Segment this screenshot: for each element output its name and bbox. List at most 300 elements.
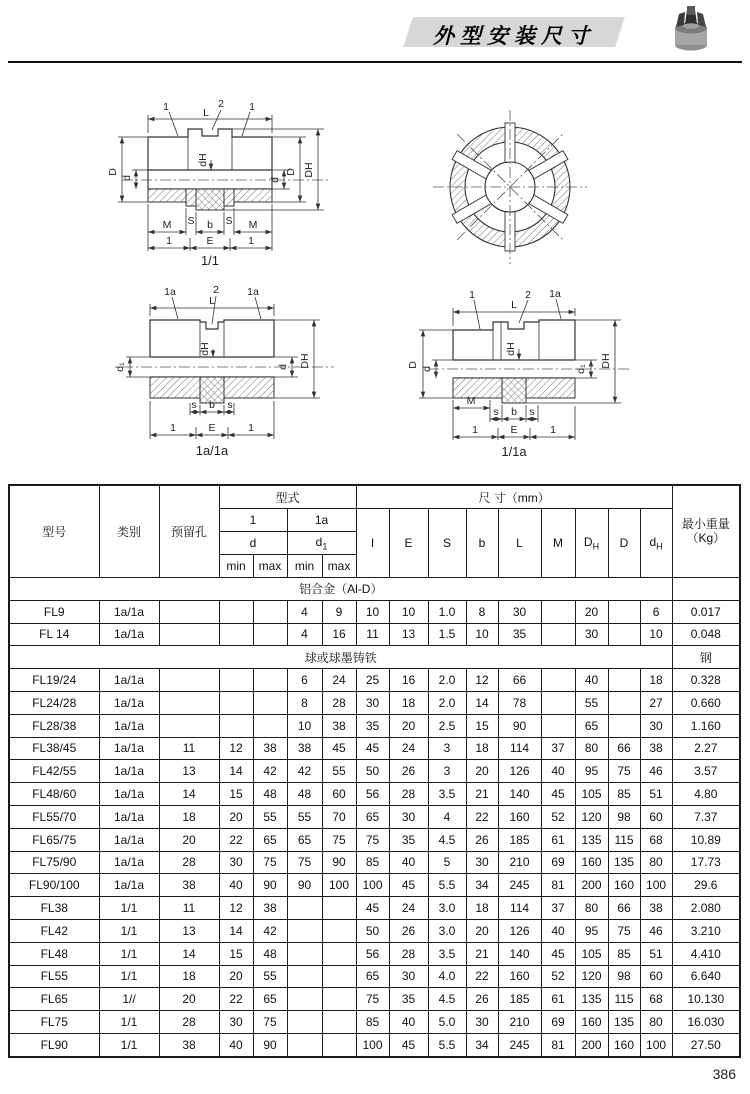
- cell-reserved-hole: [159, 714, 219, 737]
- header-d: d: [219, 532, 287, 555]
- dim-label-M-left: M: [162, 219, 172, 231]
- cell-L: 90: [498, 714, 541, 737]
- cell-d-max: 42: [253, 919, 287, 942]
- cell-d-min: 14: [219, 919, 253, 942]
- cell-reserved-hole: 28: [159, 851, 219, 874]
- cell-d-min: 14: [219, 760, 253, 783]
- cell-L: 160: [498, 965, 541, 988]
- dim-label-d-right: d: [277, 364, 289, 370]
- cell-DH: 120: [575, 965, 608, 988]
- cell-category: 1a/1a: [99, 783, 159, 806]
- header-type: 型式: [219, 485, 356, 509]
- cell-D: [608, 669, 640, 692]
- cell-L: 140: [498, 783, 541, 806]
- drawing-caption-1a-1a: 1a/1a: [195, 443, 229, 458]
- cell-d1-max: 60: [322, 783, 356, 806]
- cell-d-min: [219, 714, 253, 737]
- cell-weight: 0.017: [672, 600, 740, 623]
- cell-reserved-hole: 28: [159, 1011, 219, 1034]
- cell-dH: 68: [640, 988, 672, 1011]
- cell-S: 4: [428, 805, 466, 828]
- cell-model: FL48: [9, 942, 99, 965]
- cell-S: 5: [428, 851, 466, 874]
- dim-label-1-right: 1: [248, 235, 254, 247]
- header-M: M: [541, 509, 575, 578]
- cell-I: 75: [356, 988, 389, 1011]
- table-row: [9, 874, 740, 897]
- cell-weight: 0.328: [672, 669, 740, 692]
- cell-D: 160: [608, 874, 640, 897]
- cell-category: 1/1: [99, 919, 159, 942]
- dim-label-dh: dH: [505, 342, 517, 356]
- cell-weight: 10.89: [672, 828, 740, 851]
- cell-model: FL48/60: [9, 783, 99, 806]
- dim-label-1-left: 1: [472, 424, 478, 436]
- section-drawing-1a-1a: [112, 283, 342, 461]
- cell-D: 75: [608, 760, 640, 783]
- cell-reserved-hole: [159, 623, 219, 646]
- cell-d-max: 55: [253, 805, 287, 828]
- table-row: [9, 783, 740, 806]
- cell-d1-min: 38: [287, 737, 322, 760]
- cell-weight: 0.660: [672, 691, 740, 714]
- dim-label-s-right: s: [227, 399, 233, 411]
- cell-DH: 30: [575, 623, 608, 646]
- dim-label-S-left: S: [187, 215, 195, 227]
- cell-model: FL75/90: [9, 851, 99, 874]
- header-reserved-hole: 预留孔: [159, 485, 219, 578]
- cell-M: [541, 691, 575, 714]
- dim-label-d1-right: d₁: [575, 364, 587, 374]
- header-L: L: [498, 509, 541, 578]
- cell-d-max: 48: [253, 783, 287, 806]
- cell-d-max: 75: [253, 1011, 287, 1034]
- cell-d1-min: [287, 919, 322, 942]
- cell-d1-max: 28: [322, 691, 356, 714]
- cell-dH: 60: [640, 965, 672, 988]
- cell-E: 45: [389, 874, 428, 897]
- cell-D: 115: [608, 988, 640, 1011]
- section-label: 球或球墨铸铁: [9, 646, 672, 669]
- cell-DH: 105: [575, 783, 608, 806]
- leader-1a: 1a: [549, 288, 561, 300]
- cell-reserved-hole: 38: [159, 1033, 219, 1056]
- cell-weight: 1.160: [672, 714, 740, 737]
- cell-DH: 95: [575, 919, 608, 942]
- cell-model: FL55: [9, 965, 99, 988]
- cell-M: [541, 623, 575, 646]
- cell-DH: 55: [575, 691, 608, 714]
- cell-E: 40: [389, 1011, 428, 1034]
- cell-S: 5.5: [428, 874, 466, 897]
- cell-I: 65: [356, 805, 389, 828]
- cell-model: FL90: [9, 1033, 99, 1056]
- cell-b: 21: [466, 783, 498, 806]
- dim-label-L: L: [511, 299, 517, 311]
- cell-model: FL90/100: [9, 874, 99, 897]
- cell-category: 1a/1a: [99, 851, 159, 874]
- cell-L: 210: [498, 851, 541, 874]
- page-number: 386: [712, 1066, 736, 1082]
- header-D: D: [608, 509, 640, 578]
- cell-b: 12: [466, 669, 498, 692]
- cell-M: 45: [541, 942, 575, 965]
- cell-d-min: 30: [219, 1011, 253, 1034]
- table-row: [9, 805, 740, 828]
- header-dH: $d_H$: [640, 509, 672, 578]
- leader-1-left: 1: [163, 101, 169, 113]
- cell-DH: 105: [575, 942, 608, 965]
- header-DH: $D_H$: [575, 509, 608, 578]
- header-type-1: 1: [219, 509, 287, 532]
- cell-weight: 2.27: [672, 737, 740, 760]
- cell-d-max: 75: [253, 851, 287, 874]
- dim-label-1-right: 1: [248, 422, 254, 434]
- cell-model: FL42/55: [9, 760, 99, 783]
- cell-d1-min: 4: [287, 623, 322, 646]
- table-row: [9, 919, 740, 942]
- cell-L: 66: [498, 669, 541, 692]
- dim-label-d1: d₁: [114, 362, 126, 372]
- cell-d-max: [253, 623, 287, 646]
- cell-model: FL 14: [9, 623, 99, 646]
- cell-b: 21: [466, 942, 498, 965]
- header-min-weight-line1: 最小重量: [681, 516, 730, 531]
- header-E: E: [389, 509, 428, 578]
- dim-label-E: E: [510, 424, 518, 436]
- dim-label-b: b: [209, 399, 215, 411]
- dim-label-L: L: [203, 107, 209, 119]
- cell-reserved-hole: [159, 691, 219, 714]
- cell-M: 37: [541, 737, 575, 760]
- cell-d1-max: [322, 1033, 356, 1056]
- page-title: 外型安装尺寸: [433, 25, 595, 48]
- cell-dH: 10: [640, 623, 672, 646]
- cell-category: 1/1: [99, 897, 159, 920]
- table-row: [9, 600, 740, 623]
- cell-b: 26: [466, 988, 498, 1011]
- cell-category: 1a/1a: [99, 760, 159, 783]
- cell-I: 45: [356, 897, 389, 920]
- cell-d1-min: [287, 1033, 322, 1056]
- cell-category: 1a/1a: [99, 737, 159, 760]
- cell-reserved-hole: 20: [159, 988, 219, 1011]
- cell-d1-max: [322, 965, 356, 988]
- header-type-1a: 1a: [287, 509, 356, 532]
- table-body: [9, 578, 740, 1057]
- cell-D: [608, 623, 640, 646]
- cell-d-min: 40: [219, 1033, 253, 1056]
- leader-1a-right: 1a: [247, 286, 259, 298]
- table-row: [9, 965, 740, 988]
- cell-M: 52: [541, 965, 575, 988]
- cell-d-max: 55: [253, 965, 287, 988]
- section-row: [9, 578, 740, 601]
- cell-D: 85: [608, 942, 640, 965]
- cell-d1-max: [322, 988, 356, 1011]
- cell-d1-max: 100: [322, 874, 356, 897]
- cell-I: 56: [356, 783, 389, 806]
- cell-b: 26: [466, 828, 498, 851]
- cell-reserved-hole: [159, 669, 219, 692]
- cell-b: 34: [466, 874, 498, 897]
- cell-dH: 6: [640, 600, 672, 623]
- cell-E: 30: [389, 805, 428, 828]
- cell-weight: 27.50: [672, 1033, 740, 1056]
- dim-label-D-right: D: [285, 168, 297, 176]
- cell-model: FL42: [9, 919, 99, 942]
- cell-L: 114: [498, 737, 541, 760]
- coupling-photo: [668, 4, 714, 54]
- cell-reserved-hole: [159, 600, 219, 623]
- cell-DH: 135: [575, 988, 608, 1011]
- cell-S: 2.0: [428, 669, 466, 692]
- cell-dH: 18: [640, 669, 672, 692]
- table-row: [9, 828, 740, 851]
- cell-D: 135: [608, 1011, 640, 1034]
- dim-label-S-right: S: [225, 215, 233, 227]
- cell-M: [541, 714, 575, 737]
- dim-label-d-right: d: [269, 177, 281, 183]
- header-d-max: max: [253, 555, 287, 578]
- cell-model: FL65/75: [9, 828, 99, 851]
- dim-label-E: E: [206, 235, 214, 247]
- cell-d-max: 65: [253, 988, 287, 1011]
- cell-DH: 80: [575, 897, 608, 920]
- cell-reserved-hole: 14: [159, 783, 219, 806]
- cell-E: 24: [389, 897, 428, 920]
- header-min-weight-line2: （Kg）: [686, 530, 726, 545]
- cell-b: 20: [466, 760, 498, 783]
- cell-E: 16: [389, 669, 428, 692]
- cell-S: 2.0: [428, 691, 466, 714]
- cell-b: 34: [466, 1033, 498, 1056]
- cell-d1-max: [322, 897, 356, 920]
- cell-DH: 160: [575, 1011, 608, 1034]
- header-rule: [8, 61, 742, 63]
- header-category: 类别: [99, 485, 159, 578]
- cell-S: 4.5: [428, 988, 466, 1011]
- cell-reserved-hole: 38: [159, 874, 219, 897]
- cell-d1-max: [322, 1011, 356, 1034]
- cell-model: FL19/24: [9, 669, 99, 692]
- cell-E: 26: [389, 919, 428, 942]
- cell-I: 75: [356, 828, 389, 851]
- dim-label-b: b: [207, 219, 213, 231]
- cell-d1-max: 38: [322, 714, 356, 737]
- cell-E: 26: [389, 760, 428, 783]
- cell-E: 18: [389, 691, 428, 714]
- cell-S: 5.5: [428, 1033, 466, 1056]
- cell-d1-max: 55: [322, 760, 356, 783]
- cell-I: 50: [356, 919, 389, 942]
- cell-L: 245: [498, 1033, 541, 1056]
- cell-model: FL65: [9, 988, 99, 1011]
- dim-label-DH: DH: [600, 353, 612, 369]
- section-row: [9, 646, 740, 669]
- cell-category: 1/1: [99, 965, 159, 988]
- cell-model: FL75: [9, 1011, 99, 1034]
- cell-weight: 4.410: [672, 942, 740, 965]
- cell-dH: 38: [640, 897, 672, 920]
- cell-S: 5.0: [428, 1011, 466, 1034]
- cell-category: 1a/1a: [99, 623, 159, 646]
- cell-S: 3.5: [428, 942, 466, 965]
- dimension-table: [8, 484, 741, 1058]
- cell-DH: 65: [575, 714, 608, 737]
- cell-dH: 46: [640, 760, 672, 783]
- dim-label-M: M: [466, 395, 476, 407]
- cell-d-max: [253, 691, 287, 714]
- cell-category: 1a/1a: [99, 691, 159, 714]
- dim-label-D-left: D: [107, 168, 119, 176]
- table-row: [9, 1033, 740, 1056]
- cell-M: 40: [541, 919, 575, 942]
- cell-L: 185: [498, 828, 541, 851]
- dim-label-d-left: d: [121, 175, 133, 181]
- cell-D: 160: [608, 1033, 640, 1056]
- table-row: [9, 897, 740, 920]
- cell-category: 1/1: [99, 1033, 159, 1056]
- dim-label-dh: dH: [199, 342, 211, 356]
- cell-L: 245: [498, 874, 541, 897]
- table-row: [9, 737, 740, 760]
- cell-dH: 27: [640, 691, 672, 714]
- cell-DH: 40: [575, 669, 608, 692]
- cell-S: 3.5: [428, 783, 466, 806]
- cell-weight: 4.80: [672, 783, 740, 806]
- cell-D: [608, 600, 640, 623]
- cell-I: 45: [356, 737, 389, 760]
- drawing-caption-1-1: 1/1: [200, 253, 220, 268]
- cell-weight: 2.080: [672, 897, 740, 920]
- cell-E: 20: [389, 714, 428, 737]
- section-label: 铝合金（Al-D）: [9, 578, 672, 601]
- cell-D: 75: [608, 919, 640, 942]
- cell-D: 115: [608, 828, 640, 851]
- cell-L: 114: [498, 897, 541, 920]
- cell-DH: 135: [575, 828, 608, 851]
- cell-category: 1a/1a: [99, 828, 159, 851]
- cell-b: 20: [466, 919, 498, 942]
- cell-E: 35: [389, 988, 428, 1011]
- cell-b: 14: [466, 691, 498, 714]
- cell-I: 35: [356, 714, 389, 737]
- cell-dH: 100: [640, 1033, 672, 1056]
- cell-I: 85: [356, 851, 389, 874]
- cell-dH: 60: [640, 805, 672, 828]
- leader-1-right: 1: [249, 101, 255, 113]
- cell-d1-min: [287, 1011, 322, 1034]
- cell-category: 1a/1a: [99, 669, 159, 692]
- cell-d-min: 20: [219, 805, 253, 828]
- cell-dH: 51: [640, 783, 672, 806]
- leader-1: 1: [469, 289, 475, 301]
- cell-d1-min: 55: [287, 805, 322, 828]
- cell-category: 1/1: [99, 1011, 159, 1034]
- cell-d1-min: 8: [287, 691, 322, 714]
- cell-model: FL55/70: [9, 805, 99, 828]
- cell-L: 126: [498, 760, 541, 783]
- cell-d-max: [253, 669, 287, 692]
- cell-d1-min: [287, 942, 322, 965]
- cell-I: 85: [356, 1011, 389, 1034]
- header-S: S: [428, 509, 466, 578]
- dim-label-s-right: s: [529, 406, 535, 418]
- cell-M: 69: [541, 851, 575, 874]
- cell-d-min: [219, 623, 253, 646]
- cell-E: 24: [389, 737, 428, 760]
- cell-model: FL24/28: [9, 691, 99, 714]
- cell-weight: 10.130: [672, 988, 740, 1011]
- cell-d1-max: 90: [322, 851, 356, 874]
- cell-b: 18: [466, 897, 498, 920]
- cell-DH: 200: [575, 1033, 608, 1056]
- table-row: [9, 760, 740, 783]
- dim-label-dh: dH: [197, 153, 209, 167]
- cell-M: 81: [541, 874, 575, 897]
- dim-label-s-left: s: [191, 399, 197, 411]
- cell-I: 50: [356, 760, 389, 783]
- table-row: [9, 988, 740, 1011]
- cell-d1-min: 4: [287, 600, 322, 623]
- cell-d-max: [253, 714, 287, 737]
- cell-M: [541, 600, 575, 623]
- table-row: [9, 1011, 740, 1034]
- cell-weight: 29.6: [672, 874, 740, 897]
- cell-reserved-hole: 18: [159, 965, 219, 988]
- header-dimensions: 尺 寸（mm）: [356, 485, 672, 509]
- cell-d1-min: 65: [287, 828, 322, 851]
- cell-d1-max: [322, 919, 356, 942]
- header-d1-min: min: [287, 555, 322, 578]
- cell-d-min: 15: [219, 942, 253, 965]
- cell-L: 185: [498, 988, 541, 1011]
- table-row: [9, 669, 740, 692]
- cell-M: 61: [541, 828, 575, 851]
- cell-M: 37: [541, 897, 575, 920]
- dim-label-1-left: 1: [166, 235, 172, 247]
- table-row: [9, 714, 740, 737]
- cell-d-min: 12: [219, 897, 253, 920]
- cell-b: 30: [466, 851, 498, 874]
- dim-label-DH: DH: [303, 162, 315, 178]
- leader-2: 2: [213, 284, 219, 296]
- cell-d-min: 20: [219, 965, 253, 988]
- cell-M: 40: [541, 760, 575, 783]
- cell-category: 1a/1a: [99, 714, 159, 737]
- cell-D: 98: [608, 805, 640, 828]
- cell-weight: 0.048: [672, 623, 740, 646]
- cell-d1-min: 42: [287, 760, 322, 783]
- header-I: I: [356, 509, 389, 578]
- cell-category: 1a/1a: [99, 805, 159, 828]
- cell-d-max: 65: [253, 828, 287, 851]
- cell-weight: 3.210: [672, 919, 740, 942]
- cell-I: 25: [356, 669, 389, 692]
- cell-S: 4.5: [428, 828, 466, 851]
- cell-E: 10: [389, 600, 428, 623]
- cell-b: 15: [466, 714, 498, 737]
- cell-E: 30: [389, 965, 428, 988]
- cell-d-min: 12: [219, 737, 253, 760]
- cell-d1-max: 24: [322, 669, 356, 692]
- dim-label-D-left: D: [407, 361, 419, 369]
- dim-label-E: E: [208, 422, 216, 434]
- cell-dH: 100: [640, 874, 672, 897]
- cell-E: 45: [389, 1033, 428, 1056]
- cell-model: FL9: [9, 600, 99, 623]
